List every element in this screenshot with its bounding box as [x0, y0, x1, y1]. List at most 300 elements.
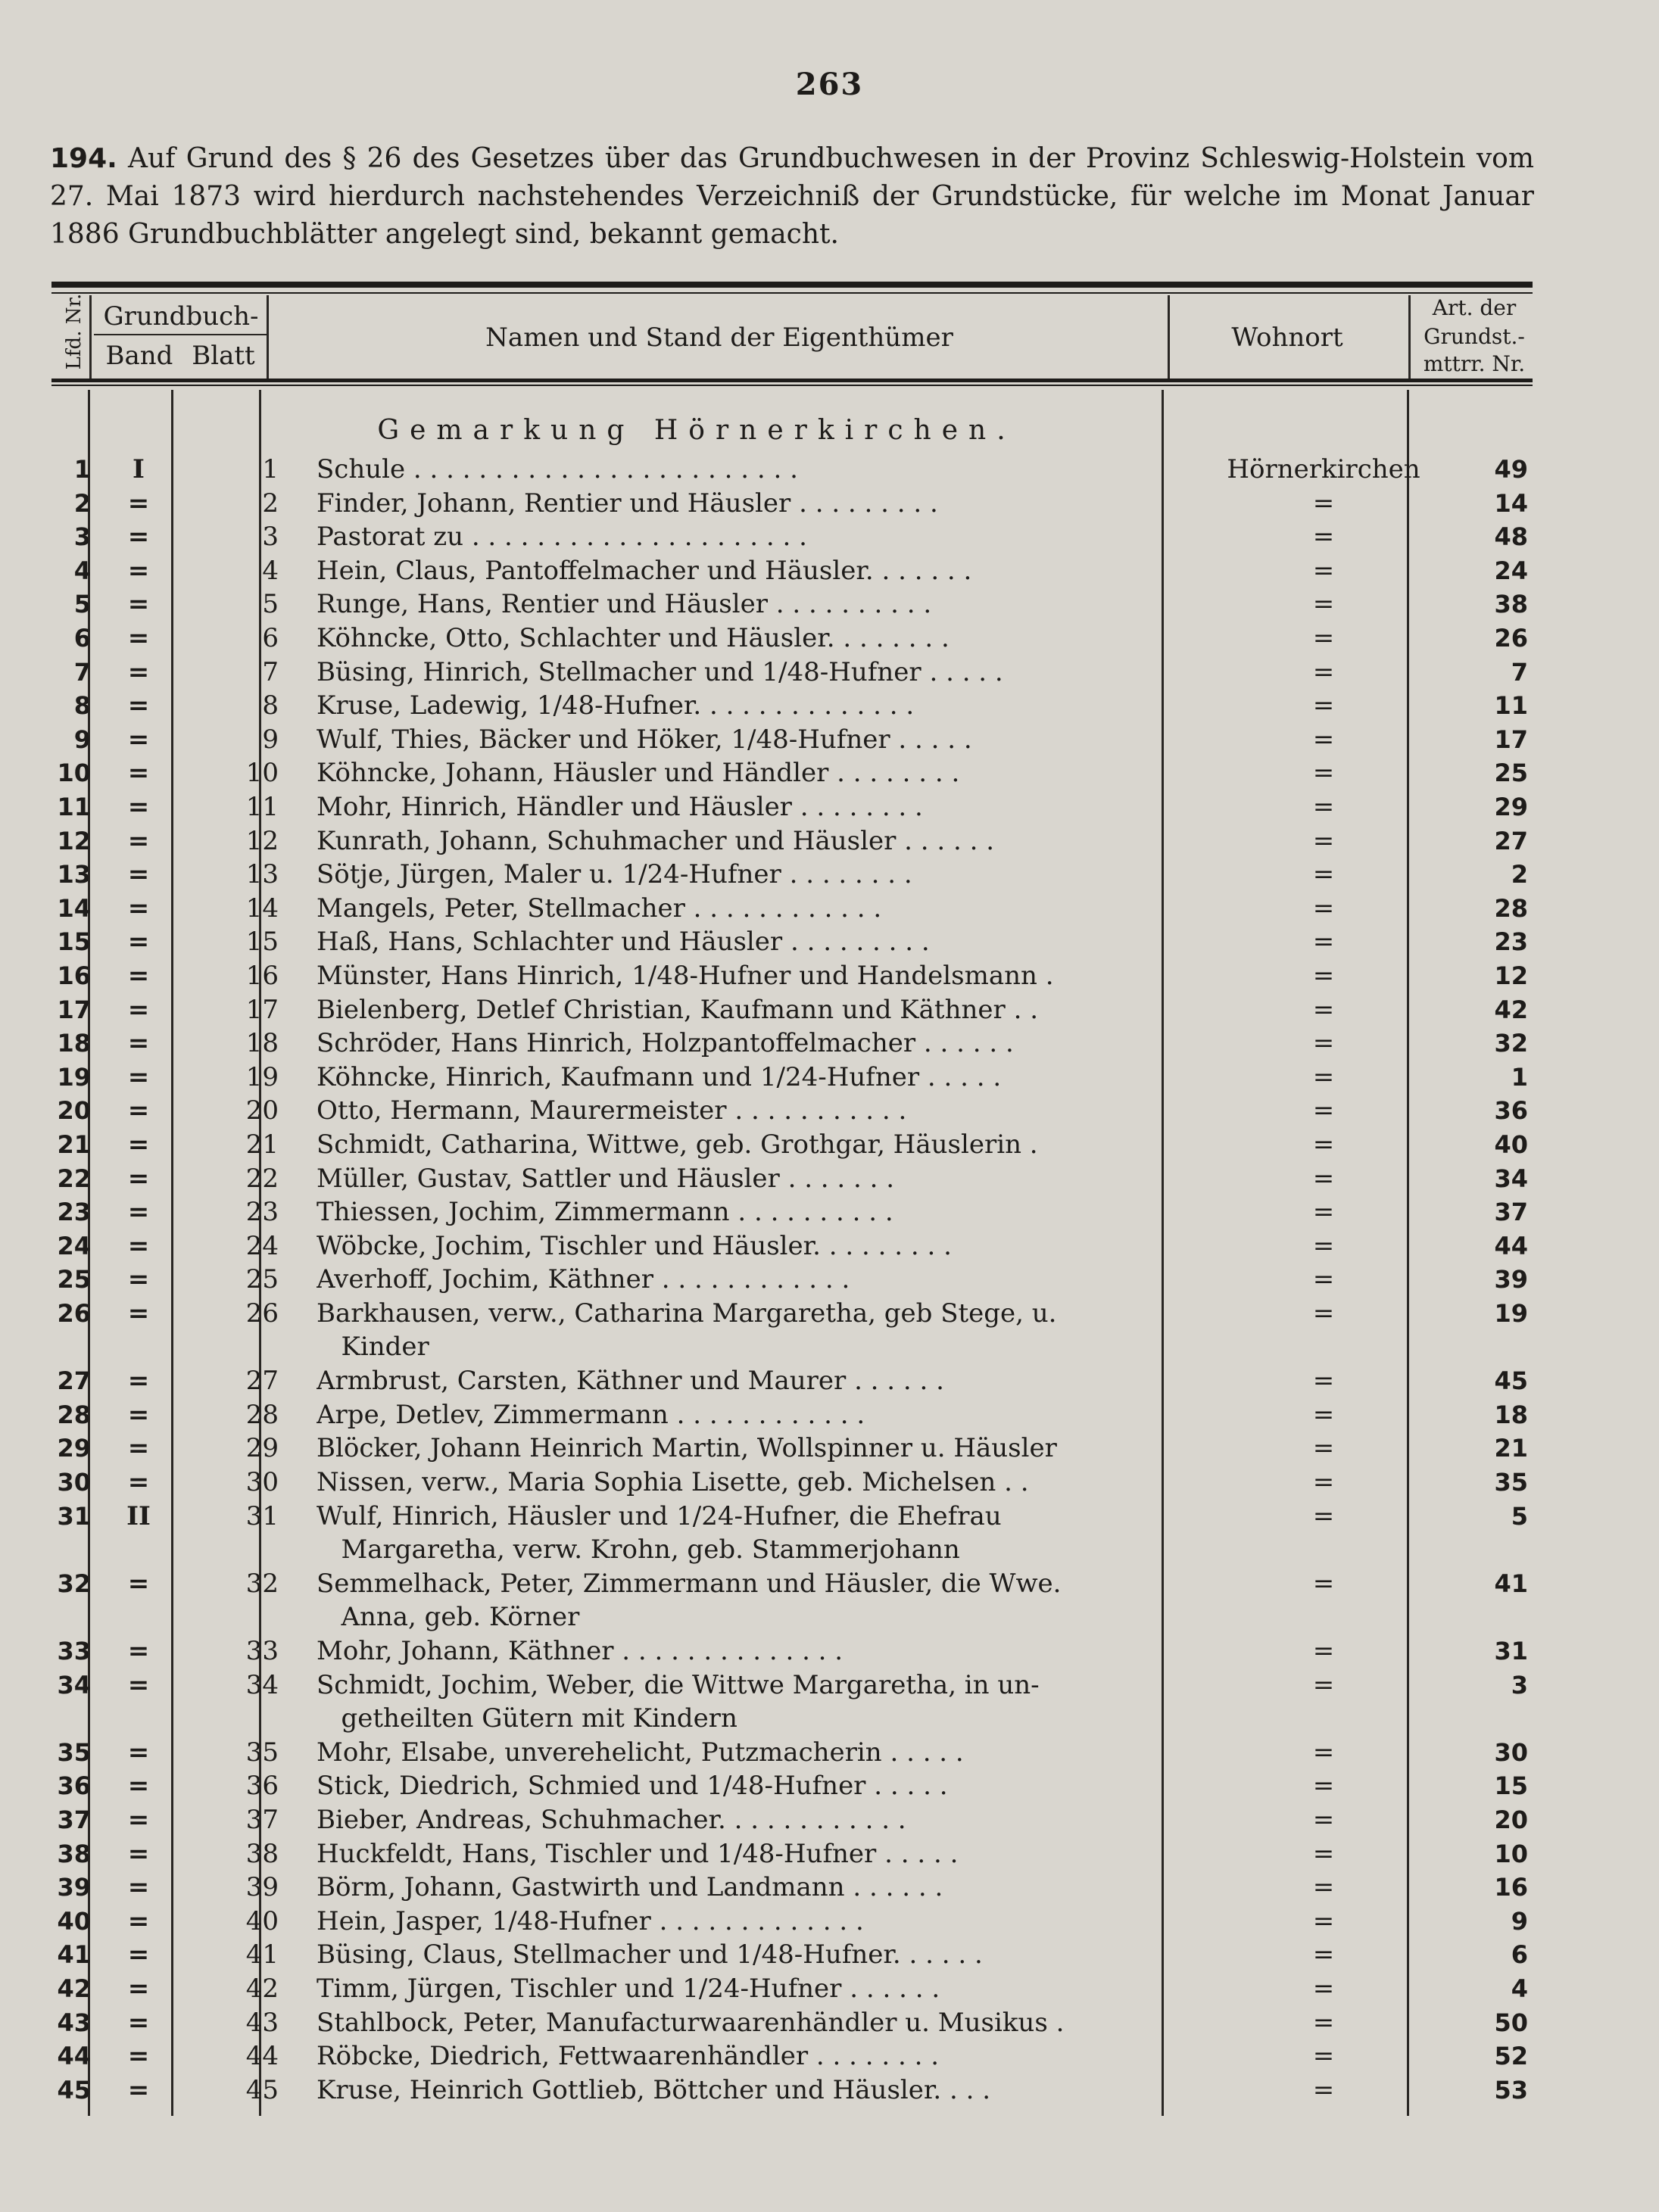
table-row — [51, 1871, 1533, 1904]
row-wohnort: = — [1312, 1095, 1335, 1126]
table-row — [51, 1128, 1533, 1161]
row-number: 18 — [57, 1029, 91, 1058]
header-sep-2 — [267, 295, 269, 379]
table-row — [51, 993, 1533, 1027]
row-band: = — [127, 1028, 150, 1058]
row-artikel-nr: 12 — [1494, 961, 1528, 990]
row-wohnort: = — [1312, 1636, 1335, 1666]
row-band: = — [127, 1839, 150, 1869]
header-lfd-nr: Lfd. Nr. — [63, 293, 86, 370]
row-wohnort: = — [1312, 1906, 1335, 1936]
row-blatt: 35 — [245, 1737, 279, 1768]
table-row — [51, 858, 1533, 891]
row-artikel-nr: 9 — [1511, 1907, 1528, 1936]
row-band: = — [127, 1433, 150, 1463]
row-artikel-nr: 25 — [1494, 759, 1528, 787]
row-number: 32 — [57, 1569, 91, 1598]
row-number: 41 — [57, 1940, 91, 1969]
row-wohnort: = — [1312, 792, 1335, 822]
table-row — [51, 2073, 1533, 2107]
row-wohnort: = — [1312, 724, 1335, 755]
row-owner-name: Stick, Diedrich, Schmied und 1/48-Hufner . . . . . — [317, 1771, 948, 1801]
row-blatt: 37 — [245, 1805, 279, 1835]
row-artikel-nr: 20 — [1494, 1805, 1528, 1834]
row-blatt: 24 — [245, 1231, 279, 1261]
row-owner-name: Armbrust, Carsten, Käthner und Maurer . . . . . . — [317, 1366, 944, 1396]
row-owner-name: Wöbcke, Jochim, Tischler und Häusler. . . . . . . . . — [317, 1231, 952, 1261]
row-artikel-nr: 21 — [1494, 1434, 1528, 1463]
row-band: = — [127, 1095, 150, 1126]
row-wohnort: = — [1312, 589, 1335, 619]
row-number: 30 — [57, 1468, 91, 1497]
row-artikel-nr: 7 — [1511, 658, 1528, 687]
row-number: 42 — [57, 1974, 91, 2003]
table-row — [51, 1736, 1533, 1769]
row-wohnort: = — [1312, 758, 1335, 788]
row-wohnort: = — [1312, 657, 1335, 687]
row-band: = — [127, 826, 150, 856]
row-owner-name: Büsing, Hinrich, Stellmacher und 1/48-Hufner . . . . . — [317, 657, 1003, 687]
header-sep-3 — [1168, 295, 1170, 379]
row-blatt: 33 — [245, 1636, 279, 1666]
table-row — [51, 959, 1533, 992]
row-owner-name: Pastorat zu . . . . . . . . . . . . . . . . . . . . . — [317, 522, 807, 552]
row-blatt: 31 — [245, 1501, 279, 1531]
row-band: = — [127, 1939, 150, 1970]
row-blatt: 28 — [245, 1400, 279, 1430]
row-artikel-nr: 16 — [1494, 1873, 1528, 1902]
row-number: 34 — [57, 1671, 91, 1700]
row-blatt: 32 — [245, 1569, 279, 1599]
row-owner-name: Otto, Hermann, Maurermeister . . . . . . . . . . . — [317, 1095, 907, 1126]
row-blatt: 10 — [245, 758, 279, 788]
row-wohnort: = — [1312, 1872, 1335, 1902]
row-band: = — [127, 623, 150, 653]
table-row — [51, 824, 1533, 858]
row-blatt: 1 — [262, 454, 279, 484]
row-wohnort: = — [1312, 488, 1335, 519]
table-row — [51, 1094, 1533, 1127]
row-blatt: 26 — [245, 1298, 279, 1329]
table-row — [51, 689, 1533, 722]
row-band: = — [127, 1231, 150, 1261]
row-band: = — [127, 1974, 150, 2004]
row-number: 21 — [57, 1130, 91, 1159]
row-wohnort: = — [1312, 893, 1335, 924]
row-band: = — [127, 859, 150, 889]
row-owner-name: Semmelhack, Peter, Zimmermann und Häusler, die Wwe. Anna, geb. Körner — [317, 1569, 1062, 1632]
header-sep-1 — [89, 295, 92, 379]
row-number: 37 — [57, 1805, 91, 1834]
row-artikel-nr: 53 — [1494, 2076, 1528, 2105]
row-owner-name: Wulf, Thies, Bäcker und Höker, 1/48-Hufner . . . . . — [317, 724, 972, 755]
row-number: 2 — [73, 489, 91, 518]
row-wohnort: = — [1312, 859, 1335, 889]
row-artikel-nr: 17 — [1494, 725, 1528, 754]
row-number: 22 — [57, 1164, 91, 1193]
row-artikel-nr: 15 — [1494, 1771, 1528, 1800]
row-band: = — [127, 1771, 150, 1801]
row-artikel-nr: 29 — [1494, 793, 1528, 821]
row-owner-name: Mangels, Peter, Stellmacher . . . . . . . . . . . . — [317, 893, 882, 924]
row-blatt: 45 — [245, 2075, 279, 2105]
row-number: 4 — [73, 556, 91, 585]
row-number: 25 — [57, 1265, 91, 1294]
row-blatt: 12 — [245, 826, 279, 856]
row-number: 10 — [57, 759, 91, 787]
row-blatt: 4 — [262, 556, 279, 586]
table-row — [51, 622, 1533, 655]
table-row — [51, 2039, 1533, 2073]
row-wohnort: = — [1312, 1400, 1335, 1430]
table-row — [51, 1567, 1533, 1634]
row-blatt: 15 — [245, 927, 279, 957]
row-owner-name: Nissen, verw., Maria Sophia Lisette, geb. Michelsen . . — [317, 1467, 1029, 1497]
row-band: = — [127, 2041, 150, 2071]
row-number: 28 — [57, 1400, 91, 1429]
row-artikel-nr: 41 — [1494, 1569, 1528, 1598]
table-row — [51, 1837, 1533, 1871]
row-wohnort: Hörnerkirchen — [1227, 454, 1420, 484]
row-owner-name: Runge, Hans, Rentier und Häusler . . . . . . . . . . — [317, 589, 932, 619]
row-blatt: 43 — [245, 2008, 279, 2038]
row-number: 45 — [57, 2076, 91, 2105]
row-artikel-nr: 34 — [1494, 1164, 1528, 1193]
row-owner-name: Sötje, Jürgen, Maler u. 1/24-Hufner . . . . . . . . — [317, 859, 912, 889]
row-blatt: 16 — [245, 961, 279, 991]
row-number: 31 — [57, 1502, 91, 1531]
row-artikel-nr: 31 — [1494, 1637, 1528, 1665]
row-blatt: 11 — [245, 792, 279, 822]
row-band: = — [127, 1872, 150, 1902]
row-band: = — [127, 488, 150, 519]
header-top-rule — [51, 282, 1533, 288]
row-wohnort: = — [1312, 927, 1335, 957]
row-number: 38 — [57, 1840, 91, 1868]
row-wohnort: = — [1312, 1231, 1335, 1261]
table-row — [51, 1769, 1533, 1802]
row-number: 3 — [73, 522, 91, 551]
row-artikel-nr: 11 — [1494, 691, 1528, 720]
row-blatt: 29 — [245, 1433, 279, 1463]
row-blatt: 9 — [262, 724, 279, 755]
header-wohnort: Wohnort — [1231, 322, 1343, 353]
row-wohnort: = — [1312, 2041, 1335, 2071]
row-number: 20 — [57, 1096, 91, 1125]
row-artikel-nr: 45 — [1494, 1366, 1528, 1395]
row-number: 44 — [57, 2042, 91, 2070]
row-artikel-nr: 37 — [1494, 1198, 1528, 1226]
row-band: = — [127, 1366, 150, 1396]
row-number: 12 — [57, 827, 91, 855]
row-artikel-nr: 38 — [1494, 590, 1528, 618]
row-blatt: 8 — [262, 690, 279, 721]
row-artikel-nr: 26 — [1494, 624, 1528, 653]
row-owner-name: Schule . . . . . . . . . . . . . . . . . . . . . . . . — [317, 454, 798, 484]
header-band: Band — [105, 341, 173, 371]
row-artikel-nr: 32 — [1494, 1029, 1528, 1058]
table-row — [51, 756, 1533, 790]
row-artikel-nr: 27 — [1494, 827, 1528, 855]
row-owner-name: Mohr, Johann, Käthner . . . . . . . . . . . . . . — [317, 1636, 844, 1666]
row-wohnort: = — [1312, 1298, 1335, 1329]
intro-paragraph — [50, 140, 1534, 254]
row-band: = — [127, 1906, 150, 1936]
row-band: = — [127, 758, 150, 788]
section-title: Gemarkung Hörnerkirchen. — [377, 415, 1016, 446]
row-artikel-nr: 44 — [1494, 1232, 1528, 1260]
row-number: 36 — [57, 1771, 91, 1800]
table-row — [51, 1938, 1533, 1971]
row-wohnort: = — [1312, 1197, 1335, 1227]
row-owner-name: Schmidt, Jochim, Weber, die Wittwe Margaretha, in un- getheilten Gütern mit Kindern — [317, 1670, 1040, 1734]
row-band: = — [127, 927, 150, 957]
row-blatt: 6 — [262, 623, 279, 653]
row-band: I — [133, 454, 145, 484]
row-owner-name: Büsing, Claus, Stellmacher und 1/48-Hufner. . . . . . — [317, 1939, 983, 1970]
row-owner-name: Müller, Gustav, Sattler und Häusler . . . . . . . — [317, 1164, 895, 1194]
row-band: = — [127, 1467, 150, 1497]
row-number: 8 — [73, 691, 91, 720]
row-number: 39 — [57, 1873, 91, 1902]
row-blatt: 42 — [245, 1974, 279, 2004]
table-row — [51, 1263, 1533, 1296]
grundbuch-underline — [94, 334, 267, 335]
row-artikel-nr: 40 — [1494, 1130, 1528, 1159]
row-number: 27 — [57, 1366, 91, 1395]
row-wohnort: = — [1312, 1939, 1335, 1970]
row-owner-name: Hein, Jasper, 1/48-Hufner . . . . . . . . . . . . . — [317, 1906, 864, 1936]
row-artikel-nr: 48 — [1494, 522, 1528, 551]
table-row — [51, 1634, 1533, 1668]
row-band: = — [127, 1636, 150, 1666]
row-artikel-nr: 19 — [1494, 1299, 1528, 1328]
row-artikel-nr: 4 — [1511, 1974, 1528, 2003]
row-blatt: 25 — [245, 1264, 279, 1294]
row-blatt: 5 — [262, 589, 279, 619]
table-row — [51, 1803, 1533, 1837]
row-wohnort: = — [1312, 1062, 1335, 1092]
row-artikel-nr: 36 — [1494, 1096, 1528, 1125]
row-owner-name: Köhncke, Otto, Schlachter und Häusler. . . . . . . . — [317, 623, 950, 653]
row-blatt: 27 — [245, 1366, 279, 1396]
row-number: 35 — [57, 1738, 91, 1767]
row-owner-name: Köhncke, Hinrich, Kaufmann und 1/24-Hufner . . . . . — [317, 1062, 1002, 1092]
notice-number: 194. — [50, 143, 117, 174]
row-artikel-nr: 23 — [1494, 927, 1528, 956]
row-artikel-nr: 2 — [1511, 860, 1528, 889]
header-art-1: Art. der — [1432, 295, 1517, 320]
row-artikel-nr: 28 — [1494, 894, 1528, 923]
header-namen: Namen und Stand der Eigenthümer — [485, 322, 953, 353]
row-blatt: 13 — [245, 859, 279, 889]
row-band: = — [127, 1062, 150, 1092]
table-row — [51, 1668, 1533, 1735]
row-owner-name: Timm, Jürgen, Tischler und 1/24-Hufner . . . . . . — [317, 1974, 940, 2004]
row-number: 19 — [57, 1063, 91, 1092]
table-row — [51, 1905, 1533, 1938]
row-blatt: 40 — [245, 1906, 279, 1936]
row-artikel-nr: 14 — [1494, 489, 1528, 518]
row-owner-name: Schmidt, Catharina, Wittwe, geb. Grothgar, Häuslerin . — [317, 1129, 1038, 1160]
table-row — [51, 790, 1533, 824]
row-owner-name: Börm, Johann, Gastwirth und Landmann . . . . . . — [317, 1872, 943, 1902]
row-owner-name: Thiessen, Jochim, Zimmermann . . . . . . . . . . — [317, 1197, 893, 1227]
table-row — [51, 1364, 1533, 1397]
row-artikel-nr: 10 — [1494, 1840, 1528, 1868]
table-row — [51, 656, 1533, 689]
table-row — [51, 520, 1533, 553]
row-wohnort: = — [1312, 1028, 1335, 1058]
row-wohnort: = — [1312, 1501, 1335, 1531]
row-number: 15 — [57, 927, 91, 956]
row-owner-name: Kruse, Heinrich Gottlieb, Böttcher und Häusler. . . . — [317, 2075, 991, 2105]
row-band: = — [127, 1569, 150, 1599]
row-number: 9 — [73, 725, 91, 754]
row-number: 7 — [73, 658, 91, 687]
row-artikel-nr: 49 — [1494, 455, 1528, 484]
row-blatt: 18 — [245, 1028, 279, 1058]
row-artikel-nr: 18 — [1494, 1400, 1528, 1429]
row-owner-name: Wulf, Hinrich, Häusler und 1/24-Hufner, die Ehefrau Margaretha, verw. Krohn, geb. Stammerjohann — [317, 1501, 1002, 1565]
row-owner-name: Mohr, Hinrich, Händler und Häusler . . . . . . . . — [317, 792, 923, 822]
table-row — [51, 723, 1533, 756]
row-number: 40 — [57, 1907, 91, 1936]
row-blatt: 30 — [245, 1467, 279, 1497]
row-band: = — [127, 792, 150, 822]
row-band: = — [127, 1737, 150, 1768]
row-number: 11 — [57, 793, 91, 821]
row-band: = — [127, 1197, 150, 1227]
row-artikel-nr: 1 — [1511, 1063, 1528, 1092]
page-number: 263 — [795, 67, 864, 102]
row-band: = — [127, 2075, 150, 2105]
header-grundbuch: Grundbuch- — [103, 301, 259, 332]
row-wohnort: = — [1312, 556, 1335, 586]
row-wohnort: = — [1312, 522, 1335, 552]
row-blatt: 41 — [245, 1939, 279, 1970]
row-band: = — [127, 1164, 150, 1194]
row-blatt: 17 — [245, 995, 279, 1025]
intro-text: Auf Grund des § 26 des Gesetzes über das Grundbuchwesen in der Provinz Schleswig-Holstein vom 27. Mai 1873 wird hierdurch nachstehendes Verzeichniß der Grundstücke, für welche im Monat Januar 1886 Grundbuchblätter angelegt sind, bekannt gemacht. — [50, 143, 1534, 250]
table-row — [51, 1162, 1533, 1195]
row-band: II — [126, 1501, 151, 1531]
row-owner-name: Stahlbock, Peter, Manufacturwaarenhändler u. Musikus . — [317, 2008, 1065, 2038]
row-artikel-nr: 5 — [1511, 1502, 1528, 1531]
row-blatt: 2 — [262, 488, 279, 519]
row-band: = — [127, 556, 150, 586]
row-blatt: 20 — [245, 1095, 279, 1126]
row-band: = — [127, 961, 150, 991]
row-owner-name: Arpe, Detlev, Zimmermann . . . . . . . . . . . . — [317, 1400, 865, 1430]
table-row — [51, 1432, 1533, 1465]
row-band: = — [127, 1400, 150, 1430]
row-wohnort: = — [1312, 1164, 1335, 1194]
row-artikel-nr: 50 — [1494, 2008, 1528, 2037]
row-wohnort: = — [1312, 1670, 1335, 1700]
table-row — [51, 1972, 1533, 2005]
row-wohnort: = — [1312, 1805, 1335, 1835]
row-band: = — [127, 2008, 150, 2038]
row-blatt: 19 — [245, 1062, 279, 1092]
row-owner-name: Schröder, Hans Hinrich, Holzpantoffelmacher . . . . . . — [317, 1028, 1014, 1058]
row-band: = — [127, 1298, 150, 1329]
row-number: 13 — [57, 860, 91, 889]
row-number: 33 — [57, 1637, 91, 1665]
row-artikel-nr: 30 — [1494, 1738, 1528, 1767]
row-blatt: 38 — [245, 1839, 279, 1869]
row-band: = — [127, 724, 150, 755]
row-band: = — [127, 995, 150, 1025]
row-number: 14 — [57, 894, 91, 923]
row-band: = — [127, 657, 150, 687]
row-blatt: 3 — [262, 522, 279, 552]
row-owner-name: Bielenberg, Detlef Christian, Kaufmann und Käthner . . — [317, 995, 1038, 1025]
row-wohnort: = — [1312, 1433, 1335, 1463]
row-number: 43 — [57, 2008, 91, 2037]
row-owner-name: Huckfeldt, Hans, Tischler und 1/48-Hufner . . . . . — [317, 1839, 959, 1869]
row-wohnort: = — [1312, 623, 1335, 653]
header-bottom-rule — [51, 379, 1533, 382]
header-art-2: Grundst.- — [1424, 324, 1525, 349]
row-band: = — [127, 1129, 150, 1160]
row-number: 5 — [73, 590, 91, 618]
row-wohnort: = — [1312, 826, 1335, 856]
row-wohnort: = — [1312, 690, 1335, 721]
row-owner-name: Haß, Hans, Schlachter und Häusler . . . . . . . . . — [317, 927, 930, 957]
row-wohnort: = — [1312, 995, 1335, 1025]
row-artikel-nr: 24 — [1494, 556, 1528, 585]
row-band: = — [127, 1670, 150, 1700]
row-owner-name: Blöcker, Johann Heinrich Martin, Wollspinner u. Häusler — [317, 1433, 1057, 1463]
row-wohnort: = — [1312, 1467, 1335, 1497]
row-band: = — [127, 1805, 150, 1835]
row-number: 6 — [73, 624, 91, 653]
row-band: = — [127, 522, 150, 552]
table-row — [51, 1297, 1533, 1363]
row-wohnort: = — [1312, 2075, 1335, 2105]
header-top-rule-thin — [51, 292, 1533, 294]
row-number: 1 — [73, 455, 91, 484]
row-artikel-nr: 35 — [1494, 1468, 1528, 1497]
row-wohnort: = — [1312, 1737, 1335, 1768]
row-wohnort: = — [1312, 1839, 1335, 1869]
row-number: 16 — [57, 961, 91, 990]
row-number: 23 — [57, 1198, 91, 1226]
row-owner-name: Averhoff, Jochim, Käthner . . . . . . . . . . . . — [317, 1264, 850, 1294]
table-row — [51, 487, 1533, 520]
row-blatt: 21 — [245, 1129, 279, 1160]
row-number: 17 — [57, 995, 91, 1024]
row-blatt: 34 — [245, 1670, 279, 1700]
row-blatt: 36 — [245, 1771, 279, 1801]
row-artikel-nr: 39 — [1494, 1265, 1528, 1294]
row-owner-name: Mohr, Elsabe, unverehelicht, Putzmacherin . . . . . — [317, 1737, 964, 1768]
table-row — [51, 1398, 1533, 1432]
table-row — [51, 1195, 1533, 1229]
table-row — [51, 1500, 1533, 1566]
row-owner-name: Münster, Hans Hinrich, 1/48-Hufner und Handelsmann . — [317, 961, 1054, 991]
row-wohnort: = — [1312, 1264, 1335, 1294]
row-wohnort: = — [1312, 961, 1335, 991]
row-artikel-nr: 42 — [1494, 995, 1528, 1024]
table-row — [51, 1466, 1533, 1499]
row-band: = — [127, 690, 150, 721]
row-owner-name: Köhncke, Johann, Häusler und Händler . . . . . . . . — [317, 758, 960, 788]
row-band: = — [127, 589, 150, 619]
row-band: = — [127, 893, 150, 924]
table-row — [51, 2006, 1533, 2039]
